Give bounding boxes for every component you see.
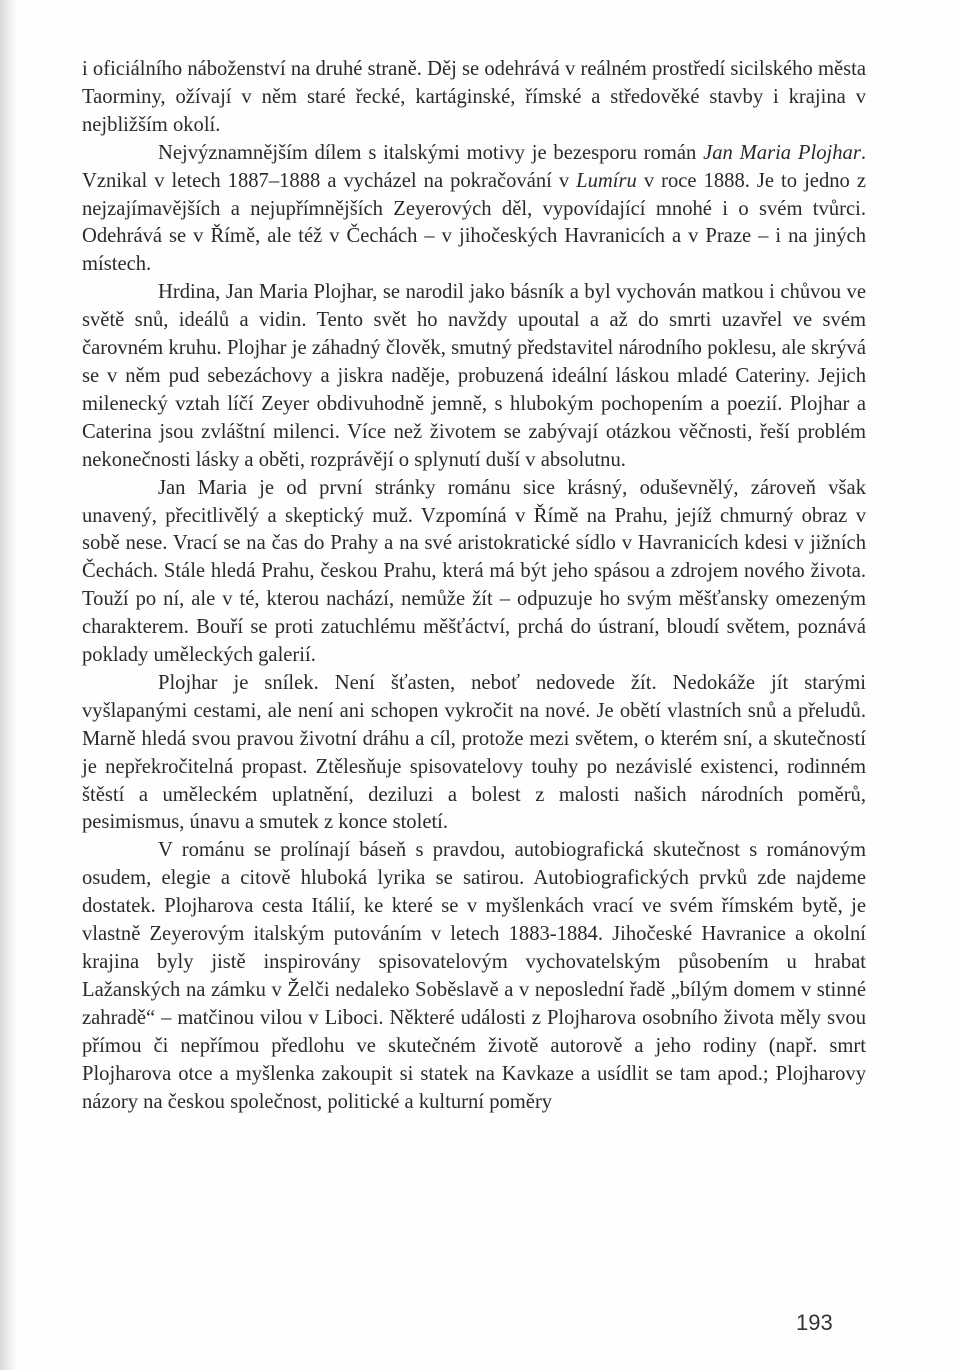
paragraph-2-middle: . Vznikal v letech 1887–1888 a vycházel na pokračování v [82,141,866,192]
paragraph-1: i oficiálního náboženství na druhé straně. Děj se odehrává v reálném prostředí sicilského města Taorminy, ožívají v něm staré řecké, kartáginské, římské a středověké stavby i krajina v nejbližším okolí. [82,58,866,136]
paragraph-3: Hrdina, Jan Maria Plojhar, se narodil jako básník a byl vychován matkou i chůvou ve světě snů, ideálů a vidin. Tento svět ho navždy upoutal a až do smrti uzavřel ve svém čarovném kruhu. Plojhar je záhadný člověk, smutný představitel národního poklesu, ale skrývá se v něm pud sebezáchovy a jiskra naděje, probuzená ideální láskou mladé Cateriny. Jejich milenecký vztah líčí Zeyer obdivuhodně jemně, s hlubokým pochopením a poezií. Plojhar a Caterina jsou zvláštní milenci. Více než životem se zabývají otázkou věčnosti, řeší problém nekonečnosti lásky a oběti, rozprávějí o splynutí duší v absolutnu. [82,281,866,471]
page-number: 193 [796,1310,833,1335]
novel-title: Jan Maria Plojhar [703,141,861,164]
paragraph-5: Plojhar je snílek. Není šťasten, neboť nedovede žít. Nedokáže jít starými vyšlapanými cestami, ale není ani schopen vykročit na nové. Je obětí vlastních snů a přeludů. Marně hledá svou pravou životní dráhu a cíl, protože mezi světem, o kterém sní, a skutečností je nepřekročitelná propast. Ztělesňuje spisovatelovy touhy po nezávislé existenci, rodinném štěstí a uměleckém uplatnění, deziluzi a bolest z malosti našich národních poměrů, pesimismus, únavu a smutek z konce století. [82,671,866,834]
paragraph-2-before: Nejvýznamnějším dílem s italskými motivy je bezesporu román [158,141,704,164]
body-text [82,56,866,1116]
paragraph-2-after: v roce 1888. Je to jedno z nejzajímavějších a nejupřímnějších Zeyerových děl, vypovídající mnohé i o svém tvůrci. Odehrává se v Římě, ale též v Čechách – v jihočeských Havranicích a v Praze – i na jiných místech. [82,169,866,276]
paragraph-4: Jan Maria je od první stránky románu sice krásný, oduševnělý, zároveň však unavený, přecitlivělý a skeptický muž. Vzpomíná v Římě na Prahu, jejíž chmurný obraz v sobě nese. Vrací se na čas do Prahy a na své aristokratické sídlo v Havranicích kdesi v jižních Čechách. Stále hledá Prahu, českou Prahu, která má být jeho spásou a zdrojem nového života. Touží po ní, ale v té, kterou nachází, nemůže žít – odpuzuje ho svým měšťansky omezeným charakterem. Bouří se proti zatuchlému měšťáctví, prchá do ústraní, bloudí světem, poznává poklady uměleckých galerií. [82,476,866,667]
paragraph-6: V románu se prolínají báseň s pravdou, autobiografická skutečnost s románovým osudem, elegie a citově hluboká lyrika se satirou. Autobiografických prvků zde najdeme dostatek. Plojharova cesta Itálií, ke které se v myšlenkách vrací ve svém římském bytě, je vlastně Zeyerovým italským putováním v letech 1883-1884. Jihočeské Havranice a okolní krajina byly jistě inspirovány spisovatelovým vychovatelským působením u hrabat Lažanských na zámku v Želči nedaleko Soběslavě a v neposlední řadě „bílým domem v stinné zahradě“ – matčinou vilou v Liboci. Některé události z Plojharova osobního života měly svou přímou či nepřímou předlohu ve skutečném životě autorově a jeho rodiny (např. smrt Plojharova otce a myšlenka zakoupit si statek na Kavkaze a usídlit se tam apod.; Plojharovy názory na českou společnost, politické a kulturní poměry [82,839,866,1113]
magazine-title: Lumíru [576,169,637,192]
paragraph-2 [82,140,866,280]
